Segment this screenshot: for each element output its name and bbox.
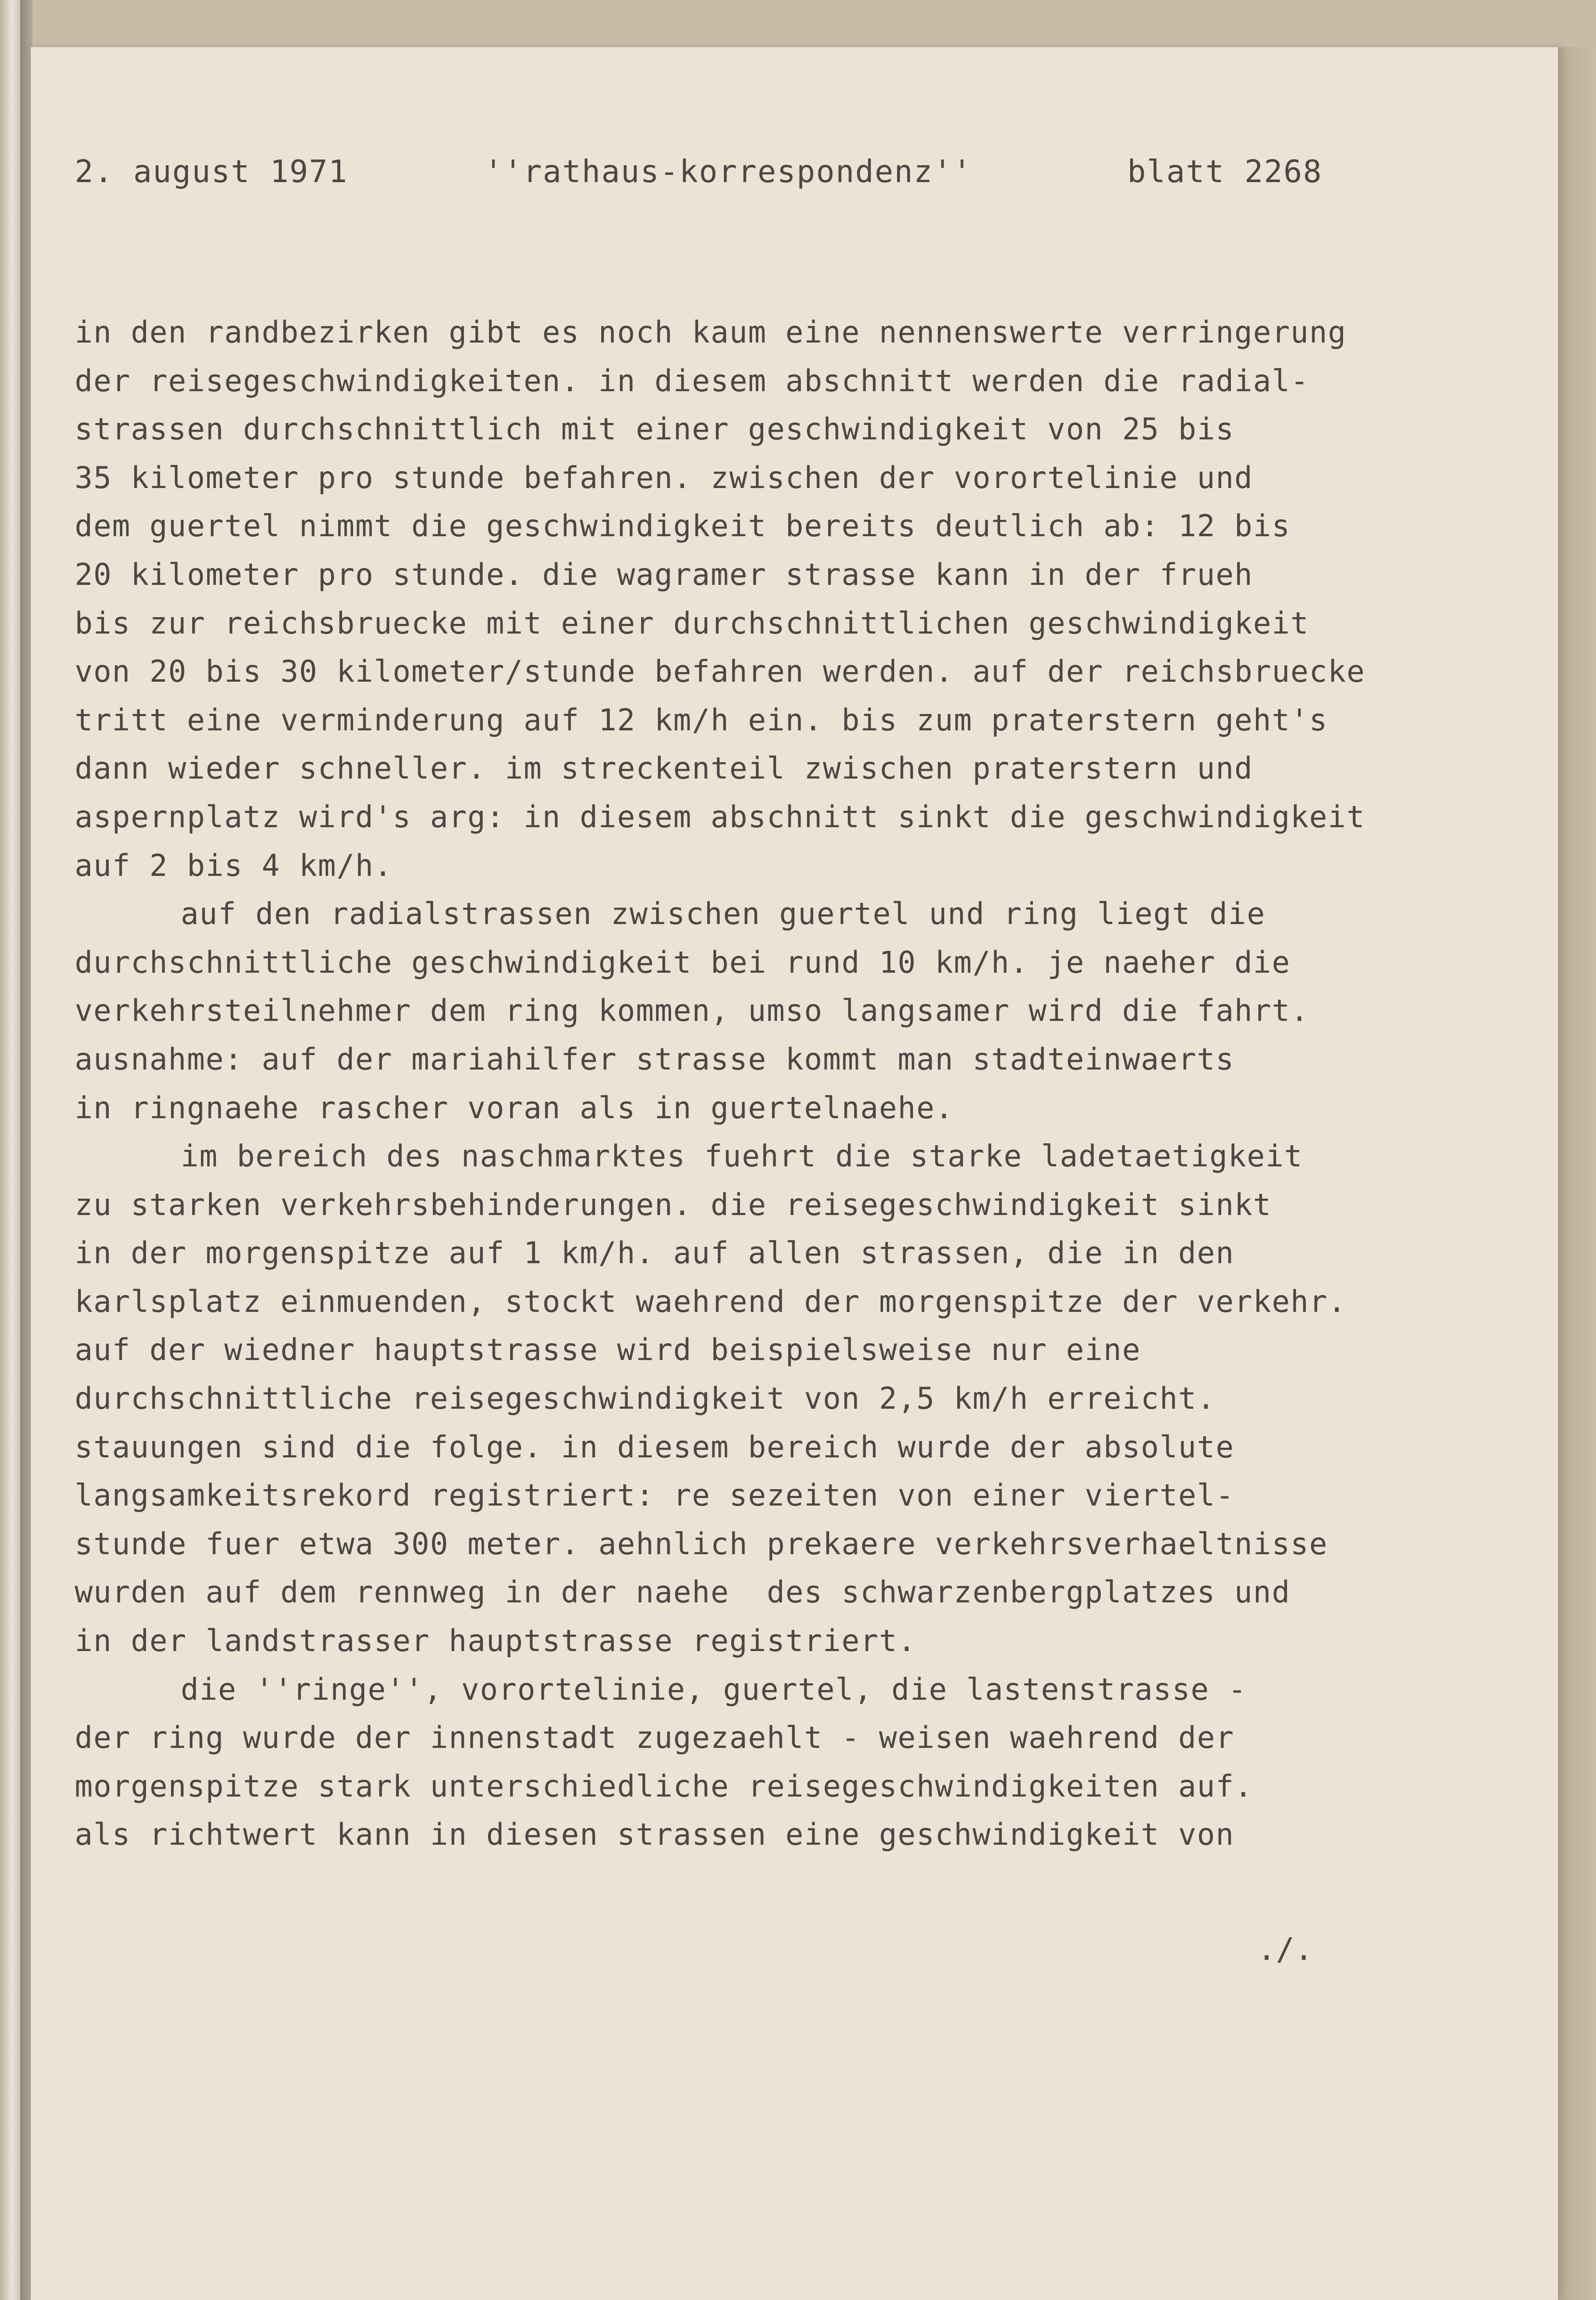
paragraph bbox=[75, 890, 1472, 1132]
document-body bbox=[75, 308, 1472, 1859]
text-line: bis zur reichsbruecke mit einer durchschnittlichen geschwindigkeit bbox=[75, 605, 1309, 641]
text-line: auf 2 bis 4 km/h. bbox=[75, 847, 393, 883]
text-line: verkehrsteilnehmer dem ring kommen, umso langsamer wird die fahrt. bbox=[75, 993, 1309, 1029]
text-line: langsamkeitsrekord registriert: re sezeiten von einer viertel- bbox=[75, 1478, 1235, 1513]
text-line: stauungen sind die folge. in diesem bereich wurde der absolute bbox=[75, 1429, 1235, 1465]
paragraph bbox=[75, 308, 1472, 890]
header-publication: ''rathaus-korrespondenz'' bbox=[484, 154, 973, 190]
text-line: 35 kilometer pro stunde befahren. zwischen der vorortelinie und bbox=[75, 460, 1253, 495]
text-line: 20 kilometer pro stunde. die wagramer strasse kann in der frueh bbox=[75, 556, 1253, 592]
binding-edge bbox=[0, 0, 20, 2300]
text-line: wurden auf dem rennweg in der naehe des schwarzenbergplatzes und bbox=[75, 1574, 1291, 1610]
text-line: in der landstrasser hauptstrasse registriert. bbox=[75, 1623, 917, 1659]
page-right-edge bbox=[1558, 47, 1596, 2300]
text-line: der reisegeschwindigkeiten. in diesem abschnitt werden die radial- bbox=[75, 363, 1309, 398]
text-line: tritt eine verminderung auf 12 km/h ein. bis zum praterstern geht's bbox=[75, 702, 1328, 738]
continuation-mark: ./. bbox=[1257, 1932, 1313, 1968]
text-line: als richtwert kann in diesen strassen eine geschwindigkeit von bbox=[75, 1817, 1235, 1852]
text-line: aspernplatz wird's arg: in diesem abschnitt sinkt die geschwindigkeit bbox=[75, 799, 1366, 834]
page-header bbox=[75, 154, 1375, 198]
text-line: zu starken verkehrsbehinderungen. die reisegeschwindigkeit sinkt bbox=[75, 1187, 1272, 1222]
paragraph bbox=[75, 1666, 1472, 1859]
text-line: ausnahme: auf der mariahilfer strasse kommt man stadteinwaerts bbox=[75, 1041, 1235, 1077]
text-line: strassen durchschnittlich mit einer geschwindigkeit von 25 bis bbox=[75, 411, 1235, 447]
header-sheet-number: blatt 2268 bbox=[1127, 154, 1323, 190]
text-line: morgenspitze stark unterschiedliche reisegeschwindigkeiten auf. bbox=[75, 1768, 1253, 1804]
text-line: in der morgenspitze auf 1 km/h. auf allen strassen, die in den bbox=[75, 1235, 1235, 1271]
text-line: in ringnaehe rascher voran als in guertelnaehe. bbox=[75, 1090, 954, 1125]
text-line: auf der wiedner hauptstrasse wird beispielsweise nur eine bbox=[75, 1332, 1141, 1368]
text-line: dann wieder schneller. im streckenteil zwischen praterstern und bbox=[75, 751, 1253, 786]
header-date: 2. august 1971 bbox=[75, 154, 348, 190]
text-line: im bereich des naschmarktes fuehrt die starke ladetaetigkeit bbox=[181, 1138, 1303, 1174]
text-line: durchschnittliche geschwindigkeit bei rund 10 km/h. je naeher die bbox=[75, 944, 1291, 980]
text-line: in den randbezirken gibt es noch kaum eine nennenswerte verringerung bbox=[75, 315, 1347, 350]
text-line: die ''ringe'', vorortelinie, guertel, die lastenstrasse - bbox=[181, 1671, 1247, 1707]
text-line: durchschnittliche reisegeschwindigkeit von 2,5 km/h erreicht. bbox=[75, 1381, 1216, 1416]
text-line: stunde fuer etwa 300 meter. aehnlich prekaere verkehrsverhaeltnisse bbox=[75, 1526, 1328, 1561]
text-line: dem guertel nimmt die geschwindigkeit bereits deutlich ab: 12 bis bbox=[75, 508, 1291, 544]
text-line: karlsplatz einmuenden, stockt waehrend der morgenspitze der verkehr. bbox=[75, 1283, 1347, 1319]
text-line: von 20 bis 30 kilometer/stunde befahren werden. auf der reichsbruecke bbox=[75, 654, 1366, 689]
text-line: auf den radialstrassen zwischen guertel und ring liegt die bbox=[181, 896, 1266, 932]
paragraph bbox=[75, 1132, 1472, 1666]
text-line: der ring wurde der innenstadt zugezaehlt - weisen waehrend der bbox=[75, 1720, 1235, 1756]
